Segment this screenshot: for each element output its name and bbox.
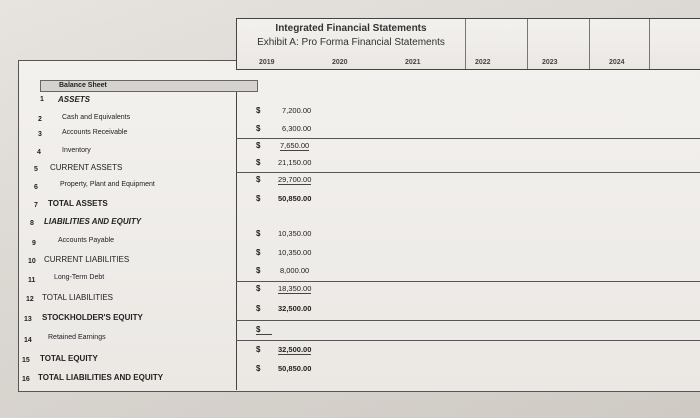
cell-value[interactable]: 7,650.00 (280, 141, 310, 150)
statement-title: Integrated Financial Statements (275, 23, 427, 34)
row-label: Cash and Equivalents (62, 114, 131, 121)
column-divider (527, 19, 528, 69)
dollar-sign: $ (256, 175, 261, 184)
row-label: Property, Plant and Equipment (60, 181, 155, 188)
row-number: 5 (34, 166, 38, 173)
row-divider (236, 340, 700, 341)
dollar-sign: $ (256, 124, 261, 133)
row-number: 1 (40, 96, 44, 103)
dollar-sign: $ (256, 304, 261, 313)
row-label: Accounts Receivable (62, 129, 128, 136)
row-label: STOCKHOLDER'S EQUITY (42, 313, 143, 322)
cell-value[interactable]: 32,500.00 (278, 345, 312, 354)
label-column (18, 82, 237, 390)
dollar-sign: $ (256, 325, 272, 335)
row-number: 9 (32, 240, 36, 247)
row-number: 11 (28, 277, 36, 284)
cell-value[interactable]: 7,200.00 (282, 106, 312, 115)
row-number: 6 (34, 184, 38, 191)
year-header: 2019 (259, 59, 275, 66)
row-label: Retained Earnings (48, 334, 106, 341)
row-number: 10 (28, 258, 36, 265)
year-header: 2021 (405, 59, 421, 66)
row-label: TOTAL LIABILITIES AND EQUITY (38, 373, 164, 382)
row-label: Long-Term Debt (54, 274, 105, 281)
cell-value[interactable]: 18,350.00 (278, 284, 312, 293)
row-number: 16 (22, 376, 30, 383)
cell-value[interactable]: 50,850.00 (278, 364, 312, 373)
cell-value[interactable]: 29,700.00 (278, 175, 312, 184)
row-label: LIABILITIES AND EQUITY (44, 217, 142, 226)
cell-value[interactable]: 32,500.00 (278, 304, 312, 313)
row-label: TOTAL ASSETS (48, 199, 108, 208)
dollar-sign: $ (256, 284, 261, 293)
dollar-sign: $ (256, 194, 261, 203)
row-number: 8 (30, 220, 34, 227)
row-number: 3 (38, 131, 42, 138)
statement-subtitle: Exhibit A: Pro Forma Financial Statements (257, 37, 445, 48)
dollar-sign: $ (256, 364, 261, 373)
cell-value[interactable]: 50,850.00 (278, 194, 312, 203)
row-number: 7 (34, 202, 38, 209)
row-label: ASSETS (58, 95, 91, 104)
statement-header (236, 18, 700, 70)
section-title: Balance Sheet (40, 80, 258, 92)
row-number: 4 (37, 149, 41, 156)
dollar-sign: $ (256, 158, 261, 167)
year-header: 2024 (609, 59, 625, 66)
dollar-sign: $ (256, 229, 261, 238)
dollar-sign: $ (256, 266, 261, 275)
year-header: 2022 (475, 59, 491, 66)
cell-value[interactable]: 21,150.00 (278, 158, 312, 167)
row-number: 14 (24, 337, 32, 344)
row-label: CURRENT LIABILITIES (44, 255, 130, 264)
cell-value[interactable]: 6,300.00 (282, 124, 312, 133)
dollar-sign: $ (256, 248, 261, 257)
row-label: CURRENT ASSETS (50, 163, 123, 172)
row-number: 15 (22, 357, 30, 364)
row-divider (236, 138, 700, 139)
cell-value[interactable]: 8,000.00 (280, 266, 310, 275)
year-header: 2023 (542, 59, 558, 66)
row-divider (236, 281, 700, 282)
cell-value[interactable]: 10,350.00 (278, 248, 312, 257)
column-divider (649, 19, 650, 69)
row-number: 2 (38, 116, 42, 123)
column-divider (589, 19, 590, 69)
dollar-sign: $ (256, 345, 261, 354)
row-divider (236, 172, 700, 173)
row-label: Inventory (62, 147, 91, 154)
row-label: TOTAL EQUITY (40, 354, 98, 363)
row-label: TOTAL LIABILITIES (42, 293, 113, 302)
column-divider (465, 19, 466, 69)
dollar-sign: $ (256, 106, 261, 115)
row-number: 12 (26, 296, 34, 303)
cell-value[interactable]: 10,350.00 (278, 229, 312, 238)
row-divider (236, 320, 700, 321)
year-header: 2020 (332, 59, 348, 66)
row-number: 13 (24, 316, 32, 323)
row-label: Accounts Payable (58, 237, 115, 244)
dollar-sign: $ (256, 141, 261, 150)
